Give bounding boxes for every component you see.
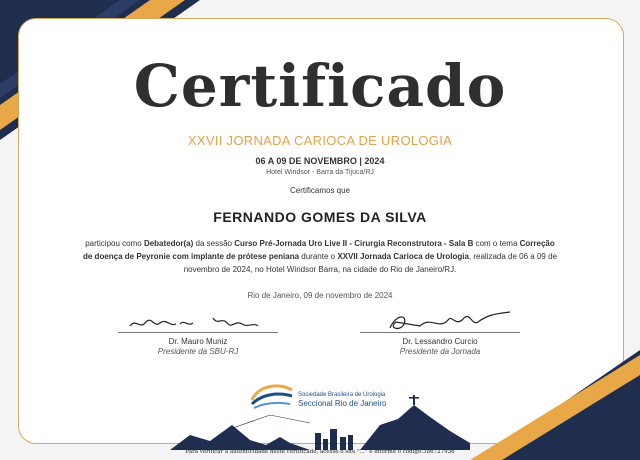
signature-block-1 xyxy=(98,310,298,356)
signatory-role: Presidente da SBU-RJ xyxy=(157,347,239,356)
body-text: da sessão xyxy=(193,239,235,248)
signature-image xyxy=(360,310,520,332)
logo-text-section: Seccional Rio de Janeiro xyxy=(298,399,387,408)
body-text: participou como xyxy=(85,239,144,248)
session-theme: Correção de doença de Peyronie com implante de prótese peniana xyxy=(83,239,555,261)
event-venue: Hotel Windsor - Barra da Tijuca/RJ xyxy=(266,169,374,176)
signature-image xyxy=(118,310,278,332)
rio-skyline-illustration xyxy=(170,395,470,450)
certify-text: Certificamos que xyxy=(289,186,351,195)
participant-role: Debatedor(a) xyxy=(143,239,194,248)
recipient-name: FERNANDO GOMES DA SILVA xyxy=(213,209,427,225)
body-text: durante o xyxy=(299,252,338,261)
corner-decoration-bottom-right xyxy=(440,350,640,460)
certificate-title: Certificado xyxy=(133,52,507,120)
event-dates: 06 A 09 DE NOVEMBRO | 2024 xyxy=(255,156,385,166)
signature-line xyxy=(118,332,278,333)
place-date: Rio de Janeiro, 09 de novembro de 2024 xyxy=(247,291,393,300)
signatory-name: Dr. Lessandro Curcio xyxy=(402,337,478,346)
body-text: , realizada de 06 a 09 de novembro de 2024, no Hotel Windsor Barra, na cidade do Rio de Janeiro/RJ. xyxy=(183,252,557,274)
signatory-role: Presidente da Jornada xyxy=(399,347,481,356)
session-name: Curso Pré-Jornada Uro Live II - Cirurgia Reconstrutora - Sala B xyxy=(234,239,474,248)
verification-footer: Para verificar a autenticidade deste certificado, acesse o site "..." e informe o código:386727936 xyxy=(185,449,455,455)
signatory-name: Dr. Mauro Muniz xyxy=(168,337,228,346)
event-name: XXVII JORNADA CARIOCA DE UROLOGIA xyxy=(187,133,453,148)
signature-line xyxy=(360,332,520,333)
certificate-body xyxy=(80,237,560,276)
body-text: com o tema xyxy=(473,239,520,248)
signature-block-2 xyxy=(340,310,540,356)
logo-text-society: Sociedade Brasileira de Urologia xyxy=(298,392,386,398)
event-name-inline: XXVII Jornada Carioca de Urologia xyxy=(337,252,469,261)
